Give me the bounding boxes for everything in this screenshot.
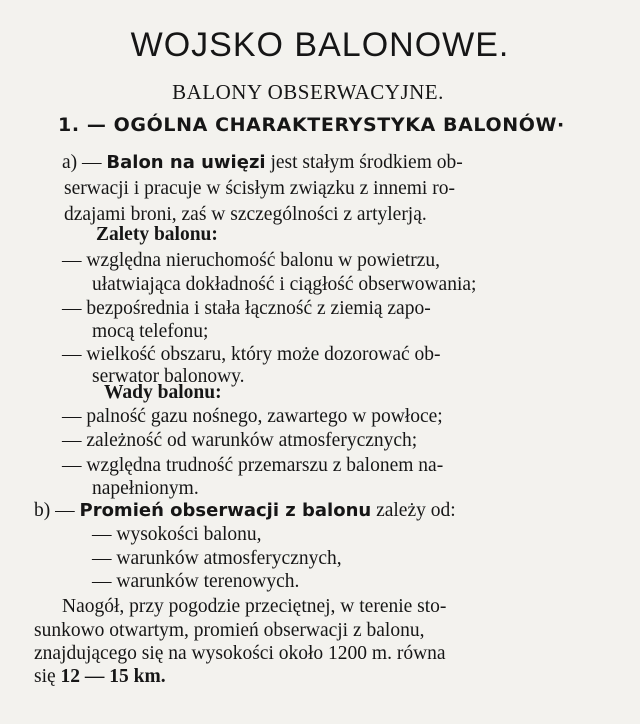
paragraph-b-rest: zależy od:	[376, 500, 456, 521]
paragraph-b-line-1	[34, 500, 456, 522]
paragraph-a	[62, 150, 582, 176]
closing-last-prefix: się	[34, 666, 56, 687]
advantages-line: mocą telefonu;	[92, 321, 209, 342]
paragraph-b-item: — warunków terenowych.	[92, 571, 300, 592]
closing-last-line	[34, 666, 166, 688]
advantages-heading: Zalety balonu:	[96, 224, 218, 245]
paragraph-b-marker: b) —	[34, 500, 75, 521]
paragraph-b-item: — warunków atmosferycznych,	[92, 548, 342, 569]
disadvantages-line: napełnionym.	[92, 478, 199, 499]
page-subtitle: BALONY OBSERWACYJNE.	[172, 80, 444, 104]
closing-range-value: 12 — 15 km.	[60, 666, 166, 687]
advantages-line: — wielkość obszaru, który może dozorować ob-	[62, 344, 441, 365]
paragraph-a-line-3: dzajami broni, zaś w szczególności z artylerją.	[64, 204, 427, 225]
closing-line: sunkowo otwartym, promień obserwacji z balonu,	[34, 620, 425, 641]
disadvantages-line: — względna trudność przemarszu z balonem na-	[62, 455, 444, 476]
disadvantages-line: — zależność od warunków atmosferycznych;	[62, 430, 418, 451]
paragraph-a-rest: jest stałym środkiem ob-	[270, 152, 463, 173]
paragraph-a-term: Balon na uwięzi	[106, 152, 266, 173]
advantages-line: ułatwiająca dokładność i ciągłość obserwowania;	[92, 274, 477, 295]
advantages-line: — bezpośrednia i stała łączność z ziemią zapo-	[62, 298, 431, 319]
paragraph-b-item: — wysokości balonu,	[92, 524, 262, 545]
paragraph-a-line-1	[62, 150, 582, 176]
disadvantages-heading: Wady balonu:	[104, 382, 222, 403]
closing-line: znajdującego się na wysokości około 1200 m. równa	[34, 643, 446, 664]
closing-line: Naogół, przy pogodzie przeciętnej, w terenie sto-	[62, 596, 447, 617]
paragraph-b-term: Promień obserwacji z balonu	[79, 500, 372, 521]
section-heading: 1. — OGÓLNA CHARAKTERYSTYKA BALONÓW·	[58, 114, 565, 136]
paragraph-a-marker: a) —	[62, 152, 102, 173]
advantages-line: serwator balonowy.	[92, 366, 245, 387]
paragraph-a-line-2: serwacji i pracuje w ścisłym związku z innemi ro-	[64, 178, 455, 199]
advantages-line: — względna nieruchomość balonu w powietrzu,	[62, 250, 440, 271]
page-title: WOJSKO BALONOWE.	[130, 26, 510, 64]
disadvantages-line: — palność gazu nośnego, zawartego w powłoce;	[62, 406, 443, 427]
